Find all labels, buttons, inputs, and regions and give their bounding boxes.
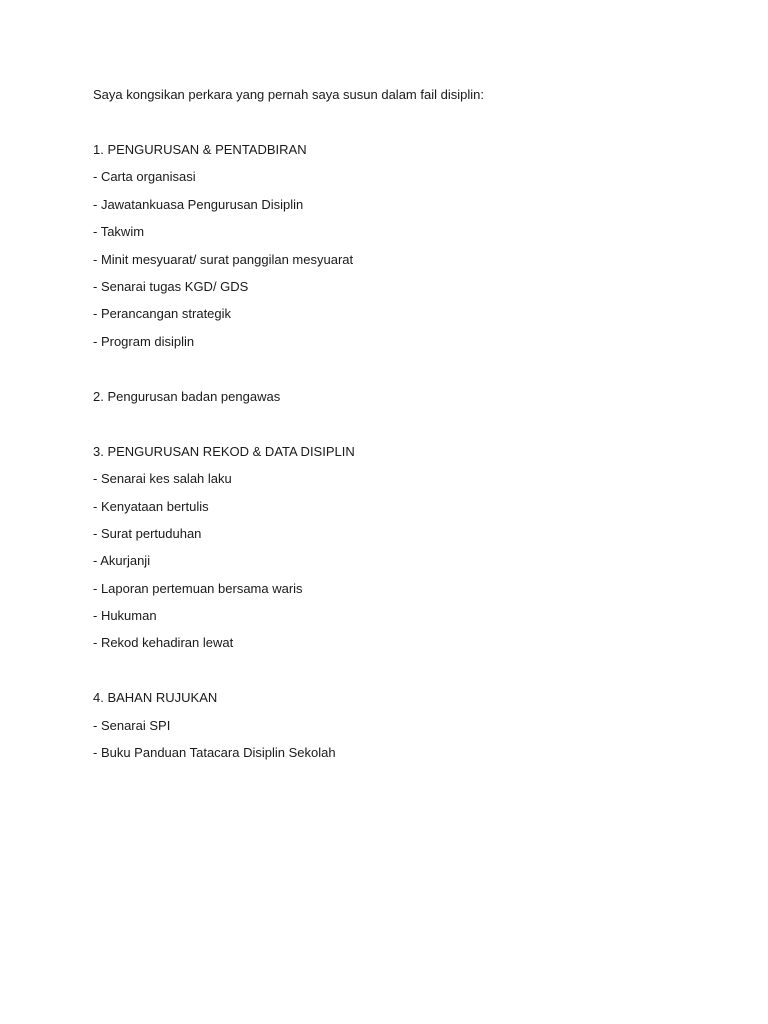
- list-item: - Minit mesyuarat/ surat panggilan mesyuarat: [93, 251, 354, 267]
- list-item: - Program disiplin: [93, 333, 195, 349]
- list-item: - Jawatankuasa Pengurusan Disiplin: [93, 196, 304, 212]
- list-item: - Akurjanji: [93, 553, 151, 569]
- section-bahan-rujukan: [93, 689, 693, 762]
- section-heading: 1. PENGURUSAN & PENTADBIRAN: [93, 142, 307, 157]
- section-heading: 2. Pengurusan badan pengawas: [93, 388, 281, 404]
- list-item: - Kenyataan bertulis: [93, 498, 209, 514]
- list-item: - Hukuman: [93, 608, 157, 624]
- list-item: - Takwim: [93, 224, 145, 240]
- list-item: - Laporan pertemuan bersama waris: [93, 580, 303, 596]
- list-item: - Rekod kehadiran lewat: [93, 635, 234, 651]
- list-item: - Senarai SPI: [93, 717, 171, 733]
- list-item: - Carta organisasi: [93, 169, 196, 185]
- list-item: - Senarai tugas KGD/ GDS: [93, 278, 249, 294]
- document-body: [93, 86, 693, 762]
- list-item: - Senarai kes salah laku: [93, 471, 232, 487]
- section-heading: 3. PENGURUSAN REKOD & DATA DISIPLIN: [93, 443, 355, 459]
- list-item: - Buku Panduan Tatacara Disiplin Sekolah: [93, 745, 336, 761]
- intro-text: Saya kongsikan perkara yang pernah saya susun dalam fail disiplin:: [93, 87, 484, 102]
- section-badan-pengawas: [93, 388, 693, 406]
- section-rekod-data-disiplin: [93, 443, 693, 653]
- list-item: - Surat pertuduhan: [93, 525, 202, 541]
- section-pengurusan-pentadbiran: [93, 141, 693, 351]
- section-heading: 4. BAHAN RUJUKAN: [93, 690, 218, 706]
- list-item: - Perancangan strategik: [93, 306, 232, 322]
